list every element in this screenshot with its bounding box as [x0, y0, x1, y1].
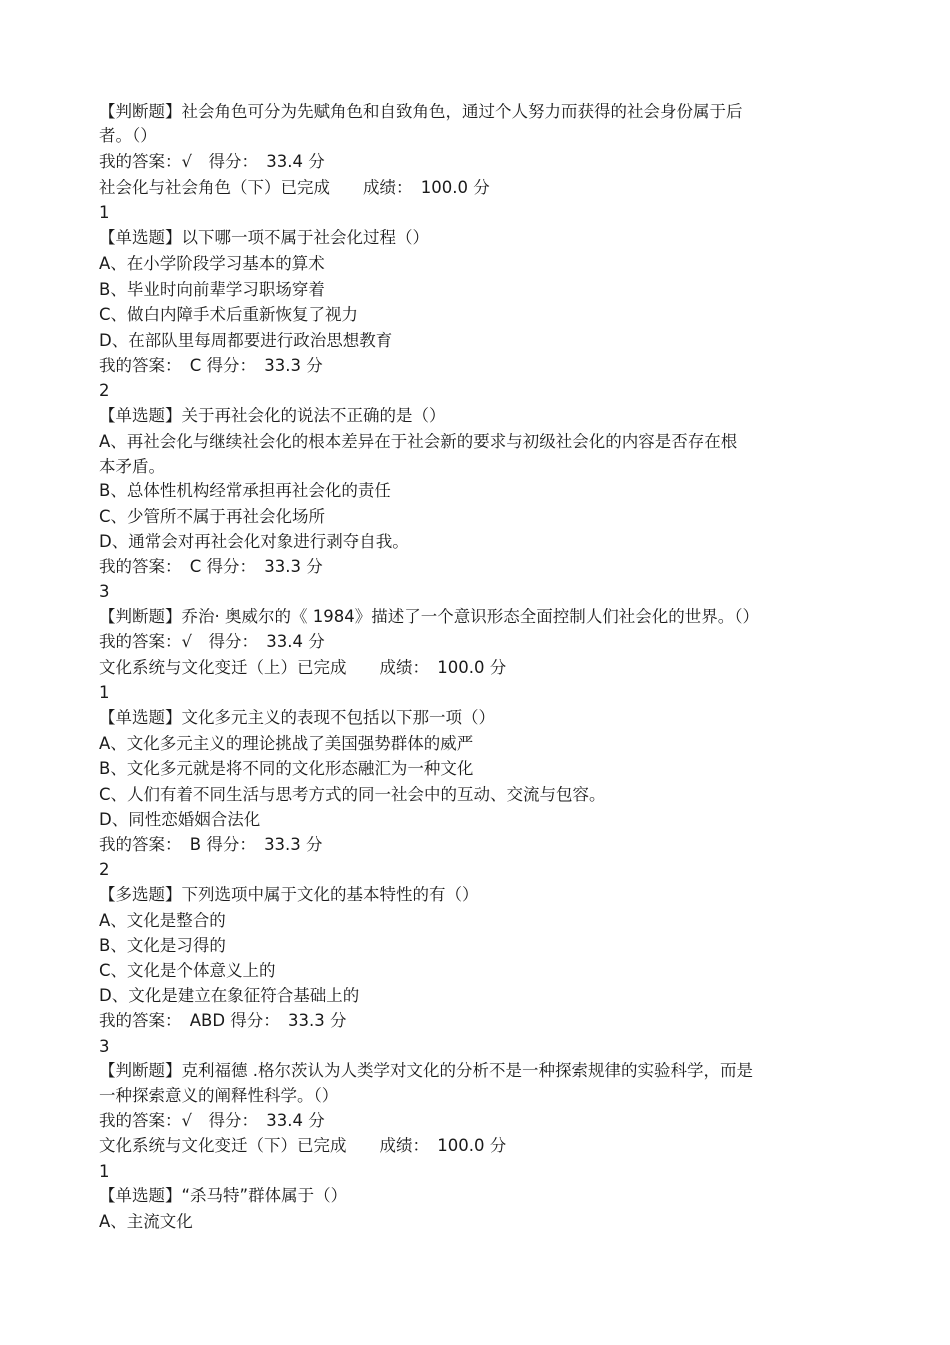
text-line: 3 — [99, 582, 110, 601]
text-line: 文化系统与文化变迁（上）已完成 成绩： 100.0 分 — [99, 658, 507, 677]
text-line: 【单选题】“杀马特”群体属于（） — [99, 1186, 348, 1205]
text-line: 3 — [99, 1037, 110, 1056]
text-line: 1 — [99, 203, 110, 222]
text-line: 文化系统与文化变迁（下）已完成 成绩： 100.0 分 — [99, 1136, 507, 1155]
text-line: 我的答案： C 得分： 33.3 分 — [99, 356, 323, 375]
text-line: A、文化是整合的 — [99, 911, 226, 930]
text-line: 【判断题】乔治· 奥威尔的《 1984》描述了一个意识形态全面控制人们社会化的世界。（） — [99, 607, 759, 626]
text-line: 一种探索意义的阐释性科学。（） — [99, 1086, 339, 1105]
text-line: 社会化与社会角色（下）已完成 成绩： 100.0 分 — [99, 178, 490, 197]
text-line: C、人们有着不同生活与思考方式的同一社会中的互动、交流与包容。 — [99, 785, 606, 804]
text-line: D、同性恋婚姻合法化 — [99, 810, 261, 829]
text-line: B、文化是习得的 — [99, 936, 226, 955]
text-line: 我的答案： C 得分： 33.3 分 — [99, 557, 323, 576]
text-line: 【单选题】以下哪一项不属于社会化过程（） — [99, 228, 429, 247]
text-line: A、主流文化 — [99, 1212, 193, 1231]
text-line: 1 — [99, 683, 110, 702]
text-line: 我的答案：√ 得分： 33.4 分 — [99, 632, 325, 651]
text-line: C、少管所不属于再社会化场所 — [99, 507, 326, 526]
text-line: 2 — [99, 381, 110, 400]
text-line: D、在部队里每周都要进行政治思想教育 — [99, 331, 393, 350]
text-line: A、再社会化与继续社会化的根本差异在于社会新的要求与初级社会化的内容是否存在根 — [99, 432, 738, 451]
text-line: 【判断题】克利福德 .格尔茨认为人类学对文化的分析不是一种探索规律的实验科学，而是 — [99, 1061, 753, 1080]
text-line: 2 — [99, 860, 110, 879]
text-line: D、通常会对再社会化对象进行剥夺自我。 — [99, 532, 409, 551]
text-line: 【单选题】文化多元主义的表现不包括以下那一项（） — [99, 708, 495, 727]
text-line: B、毕业时向前辈学习职场穿着 — [99, 280, 325, 299]
text-line: 【判断题】社会角色可分为先赋角色和自致角色，通过个人努力而获得的社会身份属于后 — [99, 102, 743, 121]
text-line: D、文化是建立在象征符合基础上的 — [99, 986, 360, 1005]
text-line: C、做白内障手术后重新恢复了视力 — [99, 305, 359, 324]
text-line: 1 — [99, 1162, 110, 1181]
text-line: A、文化多元主义的理论挑战了美国强势群体的威严 — [99, 734, 474, 753]
text-line: 【多选题】下列选项中属于文化的基本特性的有（） — [99, 885, 479, 904]
text-line: 者。（） — [99, 126, 157, 145]
text-line: A、在小学阶段学习基本的算术 — [99, 254, 325, 273]
text-line: 本矛盾。 — [99, 457, 165, 476]
text-line: C、文化是个体意义上的 — [99, 961, 276, 980]
text-line: 我的答案： ABD 得分： 33.3 分 — [99, 1011, 347, 1030]
text-line: B、总体性机构经常承担再社会化的责任 — [99, 481, 391, 500]
text-line: 我的答案：√ 得分： 33.4 分 — [99, 1111, 325, 1130]
text-line: 【单选题】关于再社会化的说法不正确的是（） — [99, 406, 446, 425]
text-line: B、文化多元就是将不同的文化形态融汇为一种文化 — [99, 759, 474, 778]
text-line: 我的答案：√ 得分： 33.4 分 — [99, 152, 325, 171]
text-line: 我的答案： B 得分： 33.3 分 — [99, 835, 323, 854]
